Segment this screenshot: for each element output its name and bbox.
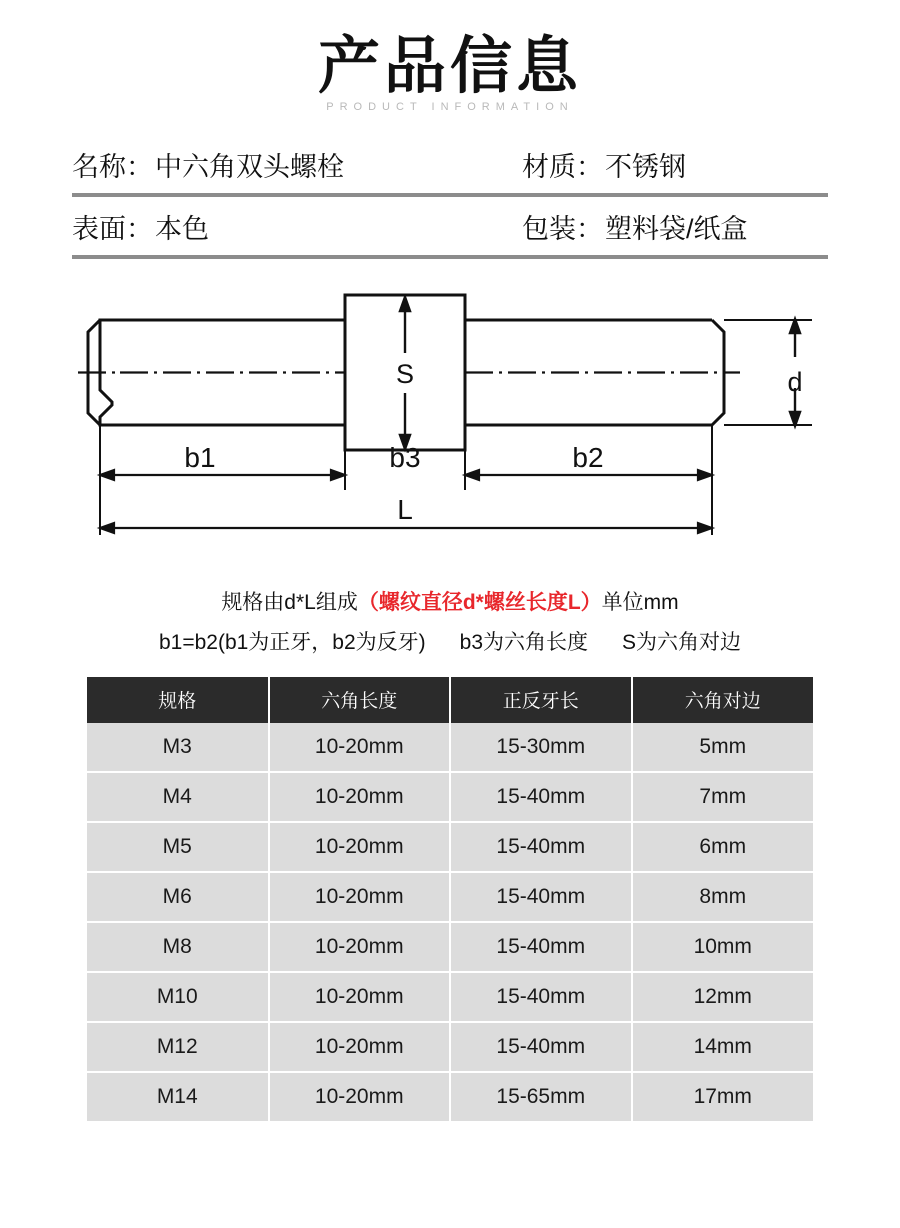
cell-thread-length: 15-65mm (450, 1072, 632, 1122)
table-header-hex-length: 六角长度 (269, 677, 451, 723)
cell-spec: M8 (87, 922, 269, 972)
table-row (87, 1022, 813, 1072)
cell-hex-width: 14mm (632, 1022, 814, 1072)
info-material-label: 材质： (522, 151, 603, 182)
cell-hex-width: 10mm (632, 922, 814, 972)
table-body (87, 723, 813, 1122)
page-subtitle: PRODUCT INFORMATION (326, 101, 574, 114)
cell-hex-width: 12mm (632, 972, 814, 1022)
note-b1b2: b1=b2(b1为正牙，b2为反牙) (158, 630, 426, 654)
note-line-2 (0, 623, 900, 663)
drawing-label-s: S (395, 359, 415, 390)
info-packaging-label: 包装： (522, 213, 603, 244)
note-line-1 (0, 583, 900, 623)
cell-hex-length: 10-20mm (269, 972, 451, 1022)
table-header-thread-length: 正反牙长 (450, 677, 632, 723)
info-surface (72, 207, 512, 246)
divider-bottom (72, 255, 828, 259)
table-header-spec: 规格 (87, 677, 269, 723)
info-surface-label: 表面： (72, 213, 153, 244)
info-packaging-value: 塑料袋/纸盒 (605, 213, 748, 244)
cell-hex-length: 10-20mm (269, 772, 451, 822)
table-header-row (87, 677, 813, 723)
drawing-label-b2: b2 (572, 442, 604, 474)
note-spec-red: （螺纹直径d*螺丝长度L） (357, 591, 602, 615)
table-row (87, 772, 813, 822)
info-name (72, 145, 512, 184)
cell-spec: M6 (87, 872, 269, 922)
info-packaging (512, 207, 828, 246)
product-info-block (72, 135, 828, 259)
cell-hex-width: 5mm (632, 723, 814, 772)
cell-hex-width: 17mm (632, 1072, 814, 1122)
cell-spec: M3 (87, 723, 269, 772)
drawing-label-b3: b3 (389, 442, 421, 474)
info-material (512, 145, 828, 184)
drawing-label-l: L (397, 494, 413, 526)
cell-hex-length: 10-20mm (269, 1072, 451, 1122)
table-row (87, 1072, 813, 1122)
cell-thread-length: 15-40mm (450, 1022, 632, 1072)
note-spec-prefix: 规格由d*L组成 (221, 591, 358, 615)
cell-hex-length: 10-20mm (269, 1022, 451, 1072)
cell-spec: M10 (87, 972, 269, 1022)
info-row-surface-packaging (72, 197, 828, 255)
cell-thread-length: 15-40mm (450, 822, 632, 872)
cell-hex-length: 10-20mm (269, 723, 451, 772)
technical-drawing (0, 285, 900, 565)
cell-spec: M12 (87, 1022, 269, 1072)
table-header-hex-width: 六角对边 (632, 677, 814, 723)
cell-hex-width: 7mm (632, 772, 814, 822)
table-row (87, 822, 813, 872)
cell-hex-width: 8mm (632, 872, 814, 922)
cell-spec: M14 (87, 1072, 269, 1122)
table-row (87, 872, 813, 922)
info-material-value: 不锈钢 (605, 151, 686, 182)
cell-thread-length: 15-30mm (450, 723, 632, 772)
cell-spec: M4 (87, 772, 269, 822)
note-spec-suffix: 单位mm (601, 591, 679, 615)
page-header (0, 0, 900, 113)
drawing-label-d: d (787, 367, 803, 398)
info-name-value: 中六角双头螺栓 (155, 151, 344, 182)
cell-thread-length: 15-40mm (450, 922, 632, 972)
cell-hex-width: 6mm (632, 822, 814, 872)
drawing-label-b1: b1 (184, 442, 216, 474)
cell-spec: M5 (87, 822, 269, 872)
note-b3: b3为六角长度 (459, 630, 589, 654)
spec-table (87, 677, 813, 1123)
notes-block (0, 583, 900, 663)
info-name-label: 名称： (72, 151, 153, 182)
cell-thread-length: 15-40mm (450, 872, 632, 922)
cell-thread-length: 15-40mm (450, 772, 632, 822)
info-row-name-material (72, 135, 828, 193)
page-title: 产品信息 (317, 32, 582, 101)
cell-hex-length: 10-20mm (269, 872, 451, 922)
cell-hex-length: 10-20mm (269, 822, 451, 872)
cell-hex-length: 10-20mm (269, 922, 451, 972)
info-surface-value: 本色 (155, 213, 209, 244)
table-row (87, 972, 813, 1022)
table-row (87, 922, 813, 972)
cell-thread-length: 15-40mm (450, 972, 632, 1022)
note-s: S为六角对边 (622, 630, 742, 654)
table-row (87, 723, 813, 772)
